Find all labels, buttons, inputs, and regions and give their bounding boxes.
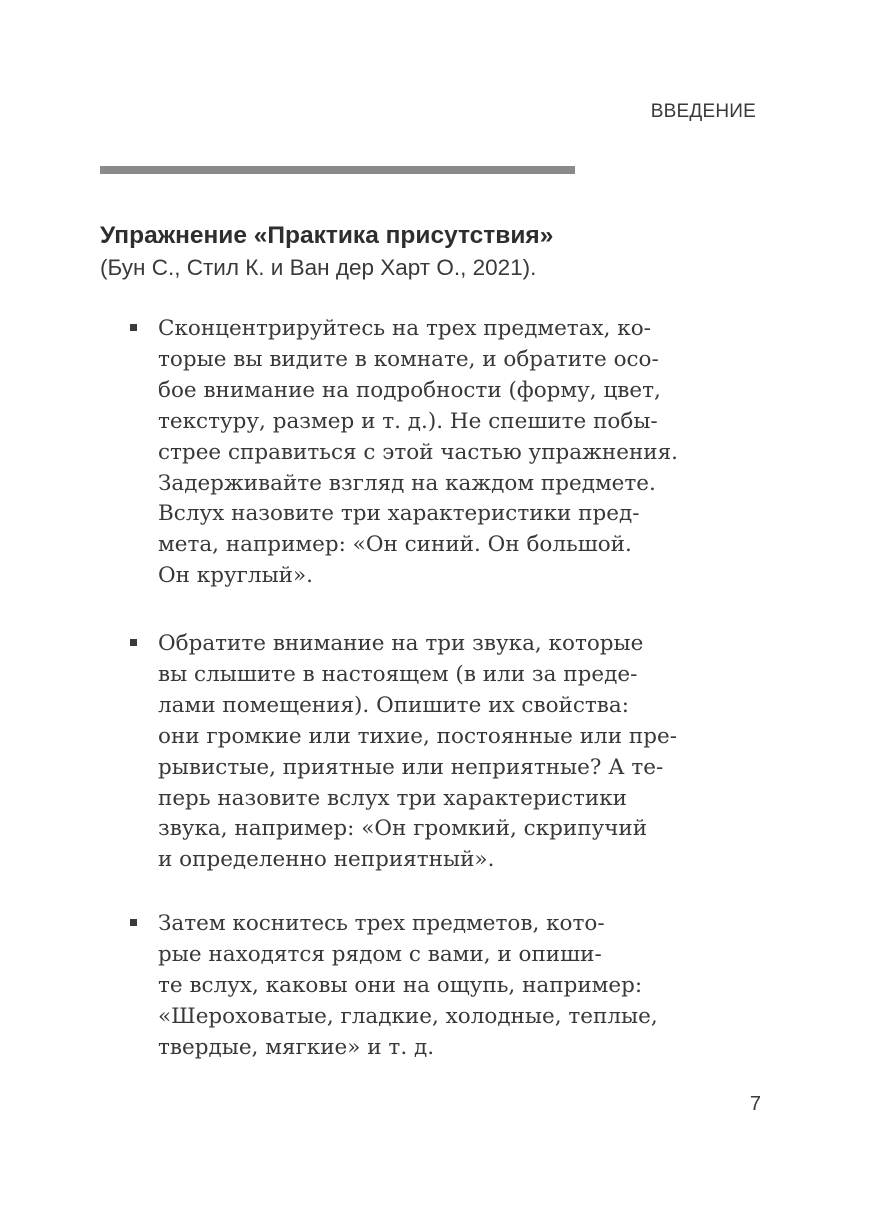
page-number: 7: [749, 1093, 761, 1115]
list-item-text: Сконцентрируйтесь на трех предметах, ко- торые вы видите в комнате, и обратите осо- бое внимание на подробности (форму, цвет, текстуру, размер и т. д.). Не спешите побы- стрее справиться с этой частью упражнения. Задерживайте взгляд на каждом предмете. Вслух назовите три характеристики пред- мета, например: «Он синий. Он большой. Он круглый».: [158, 316, 678, 589]
exercise-title: Упражнение «Практика присутствия»: [100, 222, 554, 249]
list-item-text: Затем коснитесь трех предметов, кото- рые находятся рядом с вами, и опиши- те вслух, каковы они на ощупь, например: «Шероховатые, гладкие, холодные, теплые, твердые, мягкие» и т. д.: [158, 911, 658, 1060]
square-bullet-icon: [130, 324, 137, 331]
section-rule: [100, 166, 575, 174]
square-bullet-icon: [130, 639, 137, 646]
exercise-citation: (Бун С., Стил К. и Ван дер Харт О., 2021).: [100, 255, 537, 280]
list-item-text: Обратите внимание на три звука, которые вы слышите в настоящем (в или за преде- лами помещения). Опишите их свойства: они громкие или тихие, постоянные или пре- рывистые, приятные или неприятные? А те- перь назовите вслух три характеристики звука, например: «Он громкий, скрипучий и определенно неприятный».: [158, 631, 677, 873]
square-bullet-icon: [130, 919, 137, 926]
running-head: ВВЕДЕНИЕ: [650, 101, 756, 122]
